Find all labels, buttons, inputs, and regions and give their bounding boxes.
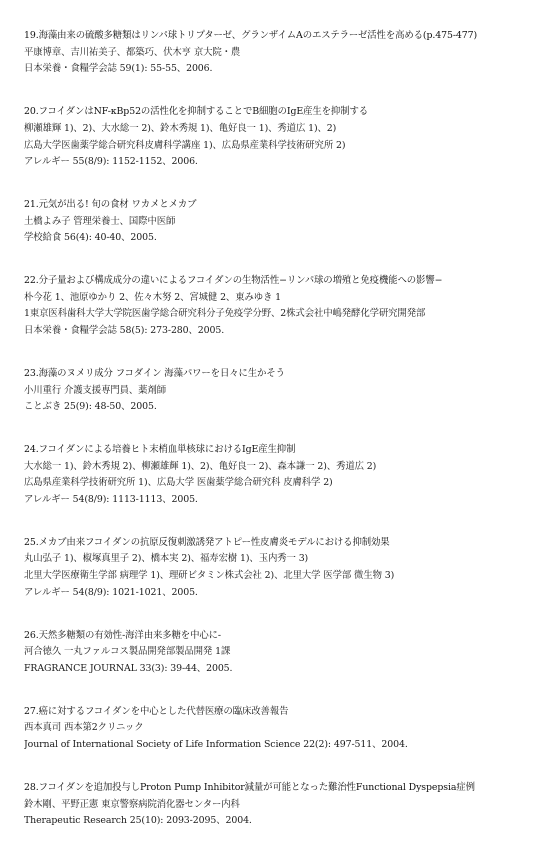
reference-authors: 朴今花 1、池原ゆかり 2、佐々木努 2、宮城健 2、東みゆき 1	[24, 291, 282, 303]
reference-entry-28	[24, 780, 539, 830]
reference-entry-23	[24, 366, 539, 416]
reference-authors: 鈴木剛、平野正憲 東京警察病院消化器センター内科	[24, 798, 240, 810]
reference-entry-26	[24, 628, 539, 678]
reference-affiliations: 1東京医科歯科大学大学院医歯学総合研究科分子免疫学分野、2株式会社中嶋発酵化学研究開発部	[24, 308, 426, 320]
reference-title: 23.海藻のヌメリ成分 フコダイン 海藻パワーを日々に生かそう	[24, 367, 285, 379]
reference-affiliations: 広島県産業科学技術研究所 1)、広島大学 医歯薬学総合研究科 皮膚科学 2)	[24, 477, 333, 489]
reference-title: 21.元気が出る! 旬の食材 ワカメとメカブ	[24, 198, 197, 210]
reference-source: 学校給食 56(4): 40-40、2005.	[24, 232, 157, 244]
reference-affiliations: 広島大学医歯薬学総合研究科皮膚科学講座 1)、広島県産業科学技術研究所 2)	[24, 139, 346, 151]
reference-title: 22.分子量および構成成分の違いによるフコイダンの生物活性−リンパ球の増殖と免疫機能への影響−	[24, 275, 443, 287]
reference-entry-21	[24, 197, 539, 247]
reference-title: 26.天然多糖類の有効性-海洋由来多糖を中心に-	[24, 629, 221, 641]
reference-title: 19.海藻由来の硫酸多糖類はリンパ球トリプターゼ、グランザイムAのエステラーゼ活性を高める(p.475‐477)	[24, 30, 478, 41]
reference-authors: 河合徳久 一丸ファルコス製品開発部製品開発 1課	[24, 646, 231, 658]
reference-authors: 丸山弘子 1)、椒塚真里子 2)、橋本実 2)、福寿宏樹 1)、玉内秀一 3)	[24, 553, 309, 565]
reference-authors: 西本真司 西本第2クリニック	[24, 722, 144, 734]
reference-authors: 柳瀬雄輝 1)、2)、大水総一 2)、鈴木秀規 1)、亀好良一 1)、秀道広 1)、2)	[24, 122, 337, 134]
reference-source: 日本栄養・食糧学会誌 58(5): 273-280、2005.	[24, 325, 225, 337]
reference-source: アレルギー 55(8/9): 1152-1152、2006.	[24, 156, 198, 168]
reference-entry-20	[24, 104, 539, 171]
reference-source: Journal of International Society of Life Information Science 22(2): 497-511、2004.	[24, 739, 408, 751]
reference-entry-22	[24, 273, 539, 340]
reference-source: ことぶき 25(9): 48-50、2005.	[24, 401, 157, 413]
reference-authors: 土橋よみ子 管理栄養士、国際中医師	[24, 215, 176, 227]
reference-title: 24.フコイダンによる培養ヒト末梢血単核球におけるIgE産生抑制	[24, 443, 296, 455]
reference-authors: 大水総一 1)、鈴木秀規 2)、柳瀬雄輝 1)、2)、亀好良一 2)、森本謙一 2)、秀道広 2)	[24, 460, 377, 472]
reference-affiliations: 北里大学医療衛生学部 病理学 1)、理研ビタミン株式会社 2)、北里大学 医学部 微生物 3)	[24, 570, 395, 582]
reference-source: アレルギー 54(8/9): 1113-1113、2005.	[24, 494, 198, 506]
reference-authors: 小川重行 介護支援専門員、薬剤師	[24, 384, 167, 396]
reference-entry-27	[24, 704, 539, 754]
reference-authors: 平康博章、吉川祐美子、都築巧、伏木亨 京大院・農	[24, 46, 241, 58]
reference-source: アレルギー 54(8/9): 1021-1021、2005.	[24, 586, 198, 598]
reference-entry-19	[24, 28, 539, 78]
reference-source: 日本栄養・食糧学会誌 59(1): 55-55、2006.	[24, 63, 213, 75]
reference-title: 27.癌に対するフコイダンを中心とした代替医療の臨床改善報告	[24, 705, 289, 717]
reference-entry-25	[24, 535, 539, 602]
reference-entry-24	[24, 442, 539, 509]
reference-source: FRAGRANCE JOURNAL 33(3): 39-44、2005.	[24, 662, 233, 674]
reference-title: 28.フコイダンを追加投与しProton Pump Inhibitor減量が可能となった難治性Functional Dyspepsia症例	[24, 781, 475, 793]
reference-title: 20.フコイダンはNF-κBp52の活性化を抑制することでB細胞のIgE産生を抑制する	[24, 106, 369, 118]
reference-title: 25.メカブ由来フコイダンの抗原反復刺激誘発アトピー性皮膚炎モデルにおける抑制効果	[24, 536, 390, 548]
reference-list	[24, 28, 539, 856]
reference-source: Therapeutic Research 25(10): 2093-2095、2004.	[24, 815, 252, 827]
